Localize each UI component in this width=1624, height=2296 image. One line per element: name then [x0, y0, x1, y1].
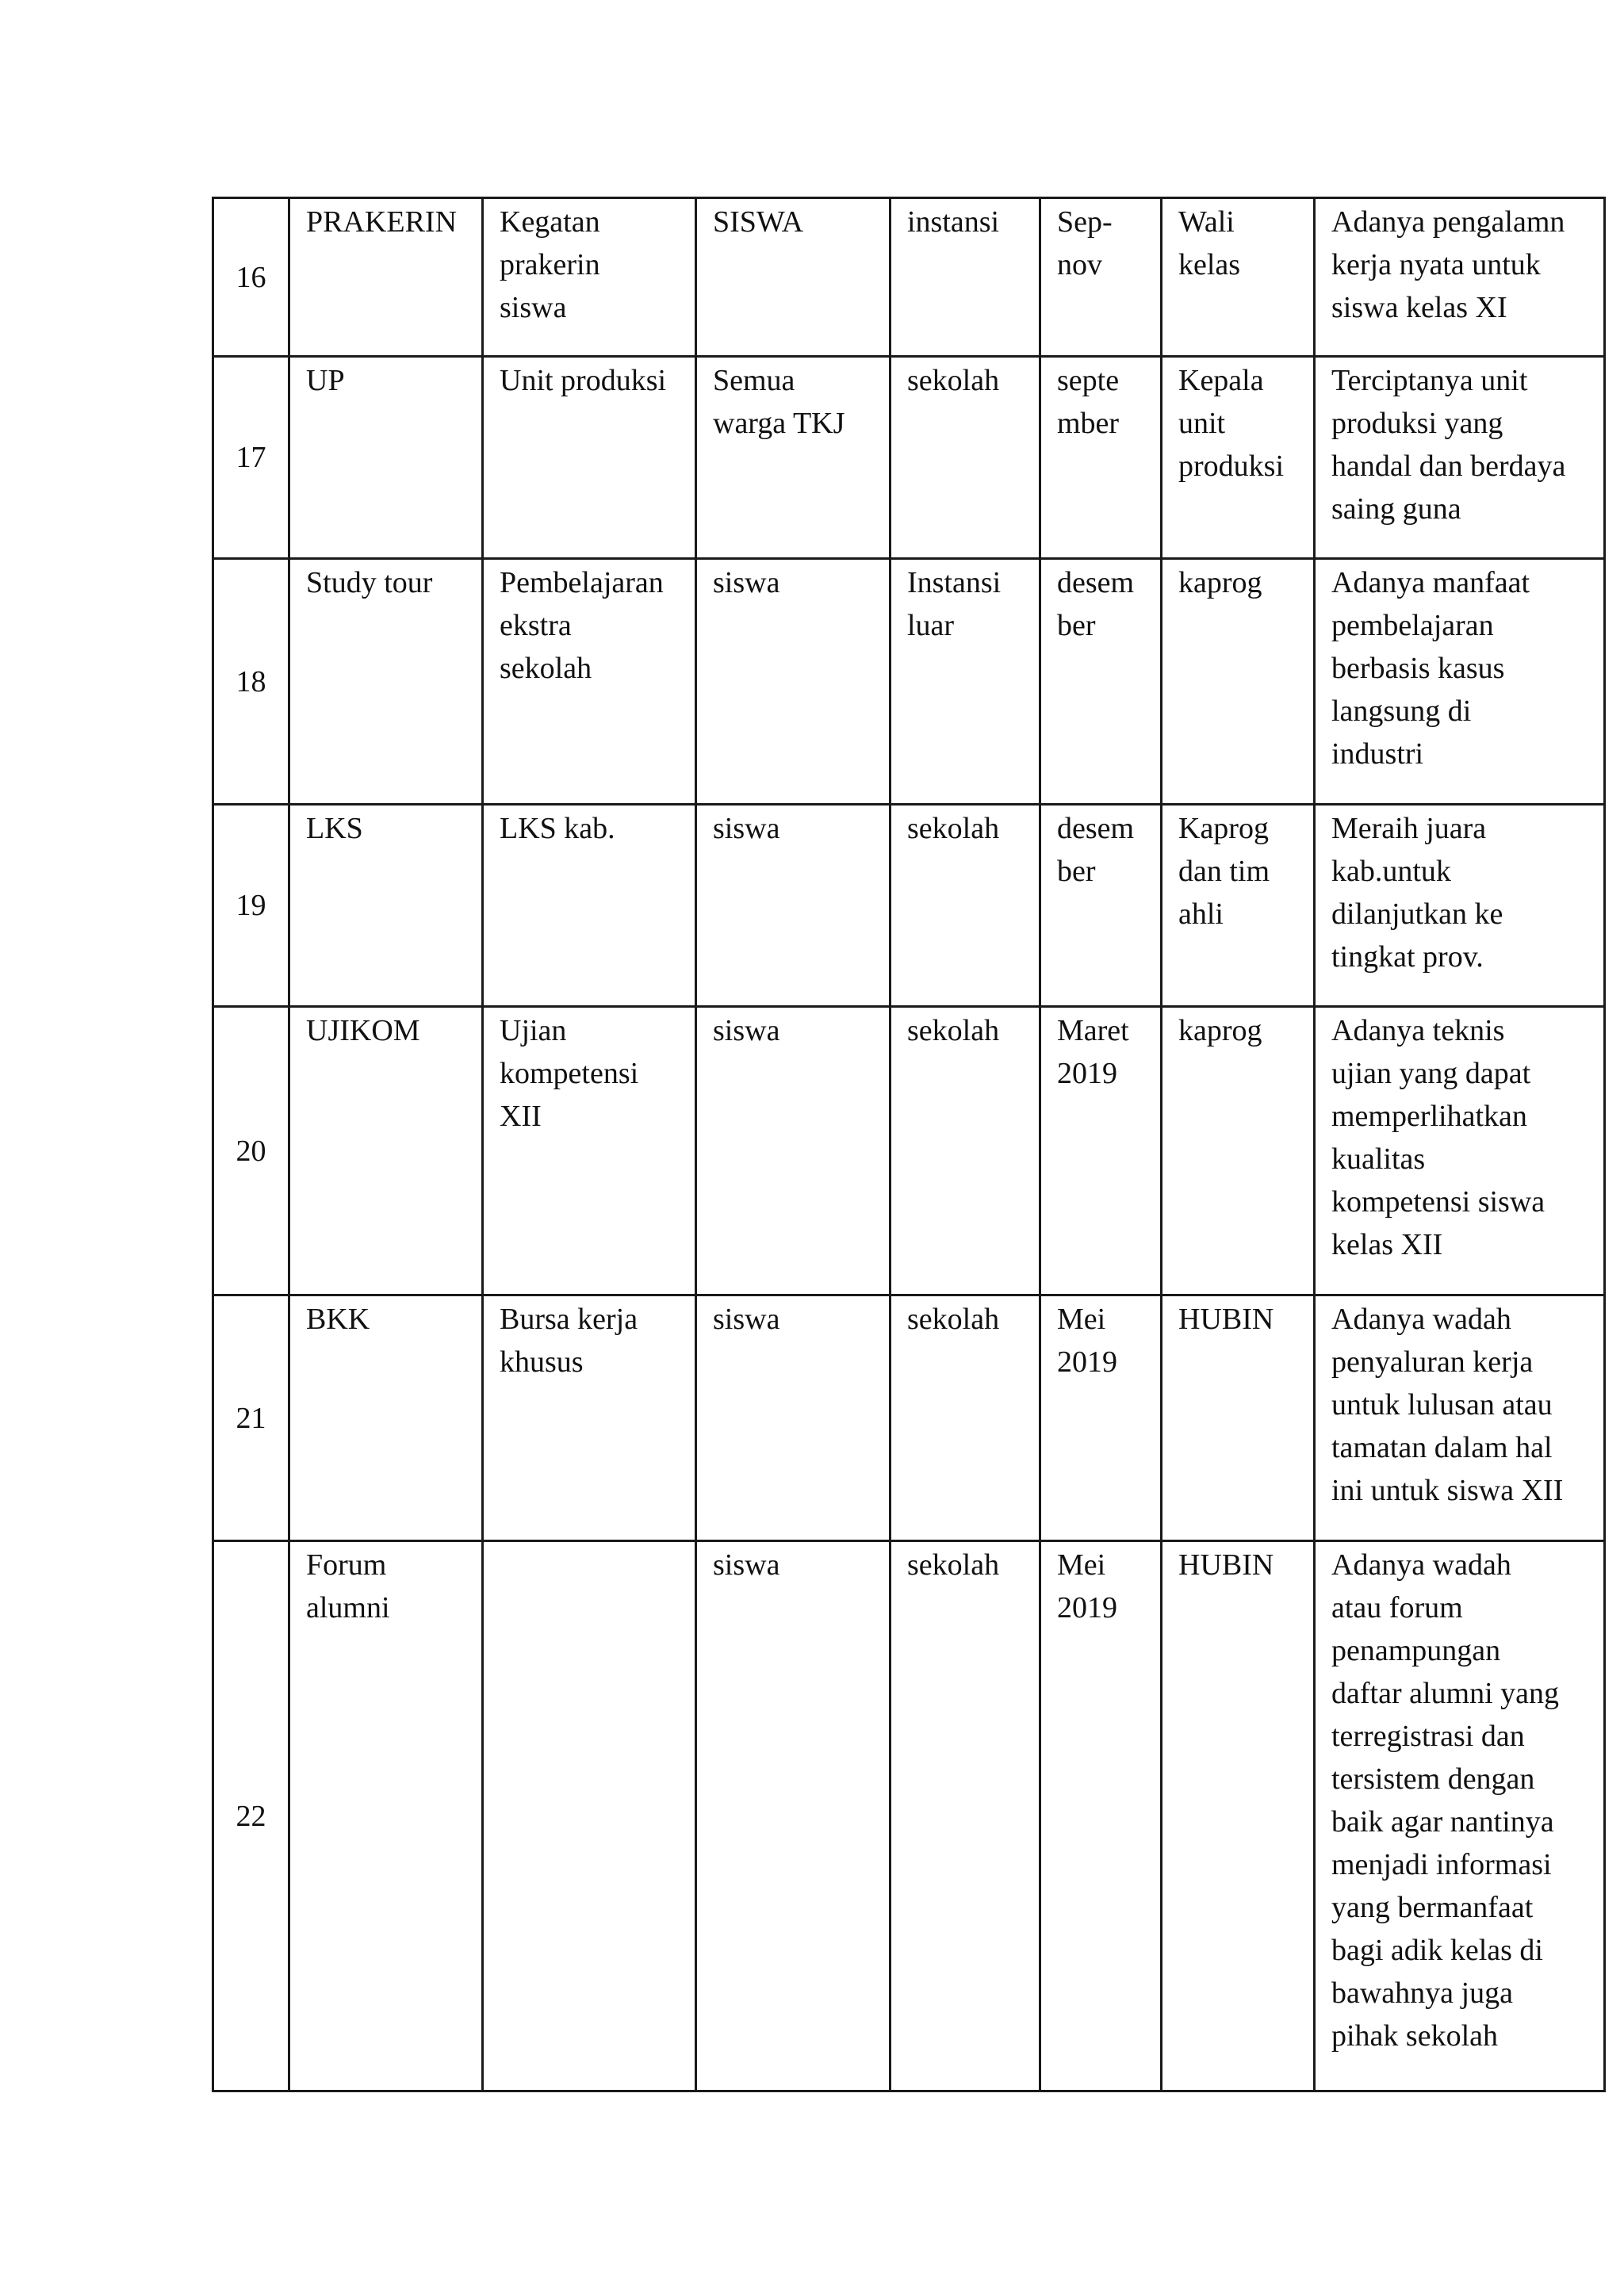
program-cell: PRAKERIN — [289, 198, 483, 357]
penanggung-jawab-cell: HUBIN — [1162, 1541, 1315, 2091]
program-cell: BKK — [289, 1295, 483, 1541]
target-cell: Adanya manfaat pembelajaran berbasis kasus langsung di industri — [1315, 559, 1605, 805]
row-number: 22 — [213, 1541, 289, 2091]
sasaran-cell: SISWA — [696, 198, 891, 357]
row-number: 16 — [213, 198, 289, 357]
waktu-cell: Mei 2019 — [1040, 1541, 1162, 2091]
table-row — [213, 1295, 1605, 1541]
penanggung-jawab-cell: Wali kelas — [1162, 198, 1315, 357]
program-cell: Study tour — [289, 559, 483, 805]
kegiatan-cell: Ujian kompetensi XII — [483, 1007, 696, 1295]
program-cell: UP — [289, 357, 483, 559]
program-table — [212, 197, 1606, 2092]
waktu-cell: septe mber — [1040, 357, 1162, 559]
tempat-cell: sekolah — [891, 357, 1040, 559]
sasaran-cell: siswa — [696, 805, 891, 1007]
table-row — [213, 1541, 1605, 2091]
row-number: 20 — [213, 1007, 289, 1295]
kegiatan-cell: Kegatan prakerin siswa — [483, 198, 696, 357]
tempat-cell: sekolah — [891, 1007, 1040, 1295]
sasaran-cell: siswa — [696, 1295, 891, 1541]
kegiatan-cell: Unit produksi — [483, 357, 696, 559]
waktu-cell: desem ber — [1040, 805, 1162, 1007]
waktu-cell: Maret 2019 — [1040, 1007, 1162, 1295]
target-cell: Adanya pengalamn kerja nyata untuk siswa kelas XI — [1315, 198, 1605, 357]
tempat-cell: sekolah — [891, 805, 1040, 1007]
penanggung-jawab-cell: kaprog — [1162, 1007, 1315, 1295]
kegiatan-cell: LKS kab. — [483, 805, 696, 1007]
row-number: 17 — [213, 357, 289, 559]
target-cell: Terciptanya unit produksi yang handal dan berdaya saing guna — [1315, 357, 1605, 559]
kegiatan-cell: Bursa kerja khusus — [483, 1295, 696, 1541]
target-cell: Adanya wadah penyaluran kerja untuk lulusan atau tamatan dalam hal ini untuk siswa XII — [1315, 1295, 1605, 1541]
target-cell: Adanya teknis ujian yang dapat memperlihatkan kualitas kompetensi siswa kelas XII — [1315, 1007, 1605, 1295]
penanggung-jawab-cell: kaprog — [1162, 559, 1315, 805]
target-cell: Meraih juara kab.untuk dilanjutkan ke tingkat prov. — [1315, 805, 1605, 1007]
table-row — [213, 1007, 1605, 1295]
table-row — [213, 198, 1605, 357]
sasaran-cell: siswa — [696, 1007, 891, 1295]
tempat-cell: Instansi luar — [891, 559, 1040, 805]
program-cell: Forum alumni — [289, 1541, 483, 2091]
row-number: 21 — [213, 1295, 289, 1541]
table-row — [213, 357, 1605, 559]
waktu-cell: Mei 2019 — [1040, 1295, 1162, 1541]
waktu-cell: desem ber — [1040, 559, 1162, 805]
row-number: 19 — [213, 805, 289, 1007]
tempat-cell: sekolah — [891, 1541, 1040, 2091]
table-row — [213, 559, 1605, 805]
sasaran-cell: siswa — [696, 559, 891, 805]
tempat-cell: sekolah — [891, 1295, 1040, 1541]
penanggung-jawab-cell: Kepala unit produksi — [1162, 357, 1315, 559]
tempat-cell: instansi — [891, 198, 1040, 357]
table-row — [213, 805, 1605, 1007]
sasaran-cell: siswa — [696, 1541, 891, 2091]
penanggung-jawab-cell: Kaprog dan tim ahli — [1162, 805, 1315, 1007]
program-cell: LKS — [289, 805, 483, 1007]
program-cell: UJIKOM — [289, 1007, 483, 1295]
kegiatan-cell — [483, 1541, 696, 2091]
penanggung-jawab-cell: HUBIN — [1162, 1295, 1315, 1541]
sasaran-cell: Semua warga TKJ — [696, 357, 891, 559]
row-number: 18 — [213, 559, 289, 805]
kegiatan-cell: Pembelajaran ekstra sekolah — [483, 559, 696, 805]
waktu-cell: Sep- nov — [1040, 198, 1162, 357]
target-cell: Adanya wadah atau forum penampungan daftar alumni yang terregistrasi dan tersistem dengan baik agar nantinya menjadi informasi yang bermanfaat bagi adik kelas di bawahnya juga pihak sekolah — [1315, 1541, 1605, 2091]
